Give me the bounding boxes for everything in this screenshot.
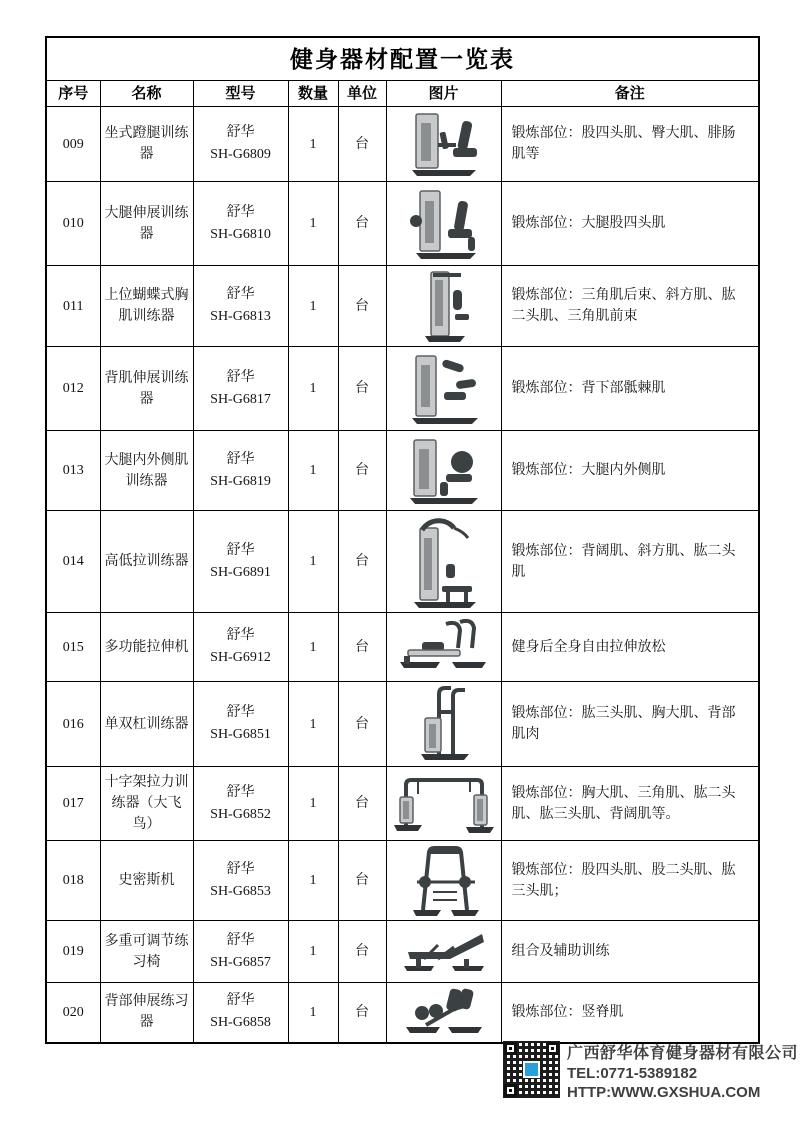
photo-cell — [386, 841, 501, 921]
remark-cell: 锻炼部位：股四头肌、臀大肌、腓肠肌等 — [501, 107, 759, 182]
inner-outer-thigh-machine-photo — [398, 436, 490, 506]
unit-cell: 台 — [338, 921, 386, 983]
model-cell — [193, 107, 288, 182]
photo-cell — [386, 767, 501, 841]
remark-cell: 锻炼部位：背阔肌、斜方肌、肱二头肌 — [501, 511, 759, 613]
header-row — [46, 81, 759, 107]
model-cell — [193, 347, 288, 431]
unit-cell: 台 — [338, 182, 386, 266]
qr-finder-icon — [546, 1042, 559, 1055]
model-label: SH-G6819 — [210, 473, 271, 489]
model-cell — [193, 511, 288, 613]
remark-cell: 锻炼部位：股四头肌、股二头肌、肱三头肌； — [501, 841, 759, 921]
column-header-photo: 图片 — [386, 81, 501, 107]
unit-cell: 台 — [338, 983, 386, 1043]
name-cell: 上位蝴蝶式胸肌训练器 — [100, 266, 193, 347]
qty-cell: 1 — [288, 767, 338, 841]
table-row-016 — [46, 682, 759, 767]
smith-machine-photo — [399, 844, 489, 918]
photo-cell — [386, 613, 501, 682]
serial-cell: 009 — [46, 107, 100, 182]
brand-label: 舒华 — [226, 287, 255, 302]
serial-cell: 010 — [46, 182, 100, 266]
leg-extension-machine-photo — [400, 187, 488, 261]
brand-label: 舒华 — [226, 628, 255, 643]
watermark-text — [567, 1042, 798, 1102]
company-name: 广西舒华体育健身器材有限公司 — [567, 1045, 799, 1062]
remark-cell: 锻炼部位：大腿内外侧肌 — [501, 431, 759, 511]
serial-cell: 013 — [46, 431, 100, 511]
name-cell: 大腿伸展训练器 — [100, 182, 193, 266]
serial-cell: 014 — [46, 511, 100, 613]
brand-label: 舒华 — [226, 784, 255, 800]
unit-cell: 台 — [338, 511, 386, 613]
qty-cell: 1 — [288, 613, 338, 682]
brand-label: 舒华 — [226, 932, 255, 948]
name-cell: 单双杠训练器 — [100, 682, 193, 767]
brand-label: 舒华 — [226, 451, 255, 467]
unit-cell: 台 — [338, 266, 386, 347]
model-label: SH-G6817 — [210, 391, 271, 407]
photo-cell — [386, 347, 501, 431]
name-cell: 背部伸展练习器 — [100, 983, 193, 1043]
column-header-qty: 数量 — [288, 81, 338, 107]
qty-cell: 1 — [288, 921, 338, 983]
lat-pulldown-machine-photo — [398, 514, 490, 610]
serial-cell: 017 — [46, 767, 100, 841]
table-row-012 — [46, 347, 759, 431]
model-cell — [193, 767, 288, 841]
name-cell: 高低拉训练器 — [100, 511, 193, 613]
name-cell: 背肌伸展训练器 — [100, 347, 193, 431]
serial-cell: 020 — [46, 983, 100, 1043]
brand-label: 舒华 — [226, 542, 255, 558]
brand-label: 舒华 — [226, 861, 255, 877]
title-row — [46, 37, 759, 81]
model-cell — [193, 983, 288, 1043]
model-label: SH-G6858 — [210, 1015, 271, 1031]
name-cell: 十字架拉力训练器（大飞鸟） — [100, 767, 193, 841]
table-row-014 — [46, 511, 759, 613]
photo-cell — [386, 266, 501, 347]
serial-cell: 015 — [46, 613, 100, 682]
unit-cell: 台 — [338, 107, 386, 182]
column-header-unit: 单位 — [338, 81, 386, 107]
model-label: SH-G6851 — [210, 727, 271, 742]
unit-cell: 台 — [338, 767, 386, 841]
name-cell: 大腿内外侧肌训练器 — [100, 431, 193, 511]
model-label: SH-G6813 — [210, 309, 271, 324]
serial-cell: 018 — [46, 841, 100, 921]
qty-cell: 1 — [288, 347, 338, 431]
remark-cell: 组合及辅助训练 — [501, 921, 759, 983]
remark-cell: 锻炼部位：竖脊肌 — [501, 983, 759, 1043]
company-tel: TEL:0771-5389182 — [567, 1065, 698, 1082]
serial-cell: 019 — [46, 921, 100, 983]
table-row-011 — [46, 266, 759, 347]
model-cell — [193, 266, 288, 347]
column-header-no: 序号 — [46, 81, 100, 107]
qty-cell: 1 — [288, 266, 338, 347]
remark-cell: 健身后全身自由拉伸放松 — [501, 613, 759, 682]
model-label: SH-G6853 — [210, 883, 271, 899]
qr-finder-icon — [504, 1042, 517, 1055]
remark-cell: 锻炼部位：三角肌后束、斜方肌、肱二头肌、三角肌前束 — [501, 266, 759, 347]
stretch-machine-photo — [394, 616, 494, 678]
photo-cell — [386, 107, 501, 182]
seated-leg-press-machine-photo — [400, 110, 488, 178]
unit-cell: 台 — [338, 682, 386, 767]
cable-crossover-machine-photo — [390, 771, 498, 837]
remark-cell: 锻炼部位：背下部骶棘肌 — [501, 347, 759, 431]
pec-fly-machine-photo — [409, 268, 479, 344]
serial-cell: 016 — [46, 682, 100, 767]
name-cell: 多功能拉伸机 — [100, 613, 193, 682]
brand-label: 舒华 — [226, 705, 255, 720]
model-cell — [193, 431, 288, 511]
unit-cell: 台 — [338, 841, 386, 921]
qr-finder-icon — [504, 1084, 517, 1097]
model-label: SH-G6912 — [210, 650, 271, 665]
brand-label: 舒华 — [226, 369, 255, 385]
column-header-name: 名称 — [100, 81, 193, 107]
equipment-table — [45, 36, 760, 1044]
brand-label: 舒华 — [226, 204, 255, 220]
table-row-013 — [46, 431, 759, 511]
qty-cell: 1 — [288, 107, 338, 182]
qr-center-logo-icon — [523, 1061, 540, 1078]
qty-cell: 1 — [288, 983, 338, 1043]
model-label: SH-G6891 — [210, 564, 271, 580]
remark-cell: 锻炼部位：肱三头肌、胸大肌、背部肌肉 — [501, 682, 759, 767]
roman-chair-photo — [396, 985, 492, 1039]
table-row-019 — [46, 921, 759, 983]
name-cell: 坐式蹬腿训练器 — [100, 107, 193, 182]
page-title: 健身器材配置一览表 — [46, 37, 759, 81]
model-cell — [193, 841, 288, 921]
table-row-018 — [46, 841, 759, 921]
company-url: HTTP:WWW.GXSHUA.COM — [567, 1084, 761, 1101]
model-label: SH-G6810 — [210, 226, 271, 242]
model-label: SH-G6857 — [210, 954, 271, 970]
back-extension-machine-photo — [398, 352, 490, 426]
column-header-remark: 备注 — [501, 81, 759, 107]
model-cell — [193, 182, 288, 266]
photo-cell — [386, 921, 501, 983]
serial-cell: 012 — [46, 347, 100, 431]
photo-cell — [386, 182, 501, 266]
remark-cell: 锻炼部位：胸大肌、三角肌、肱二头肌、肱三头肌、背阔肌等。 — [501, 767, 759, 841]
dip-pullup-tower-photo — [409, 684, 479, 764]
brand-label: 舒华 — [226, 125, 255, 140]
table-row-010 — [46, 182, 759, 266]
photo-cell — [386, 983, 501, 1043]
qty-cell: 1 — [288, 431, 338, 511]
unit-cell: 台 — [338, 613, 386, 682]
model-cell — [193, 613, 288, 682]
model-cell — [193, 921, 288, 983]
name-cell: 史密斯机 — [100, 841, 193, 921]
qty-cell: 1 — [288, 841, 338, 921]
column-header-model: 型号 — [193, 81, 288, 107]
adjustable-bench-photo — [394, 926, 494, 978]
qty-cell: 1 — [288, 182, 338, 266]
unit-cell: 台 — [338, 347, 386, 431]
model-label: SH-G6852 — [210, 806, 271, 822]
serial-cell: 011 — [46, 266, 100, 347]
table-row-015 — [46, 613, 759, 682]
company-watermark — [504, 1042, 799, 1102]
qty-cell: 1 — [288, 682, 338, 767]
remark-cell: 锻炼部位：大腿股四头肌 — [501, 182, 759, 266]
brand-label: 舒华 — [226, 993, 255, 1009]
photo-cell — [386, 431, 501, 511]
photo-cell — [386, 682, 501, 767]
name-cell: 多重可调节练习椅 — [100, 921, 193, 983]
unit-cell: 台 — [338, 431, 386, 511]
model-cell — [193, 682, 288, 767]
qty-cell: 1 — [288, 511, 338, 613]
table-row-017 — [46, 767, 759, 841]
table-row-009 — [46, 107, 759, 182]
model-label: SH-G6809 — [210, 147, 271, 162]
table-row-020 — [46, 983, 759, 1043]
qr-code-icon — [504, 1042, 559, 1097]
photo-cell — [386, 511, 501, 613]
